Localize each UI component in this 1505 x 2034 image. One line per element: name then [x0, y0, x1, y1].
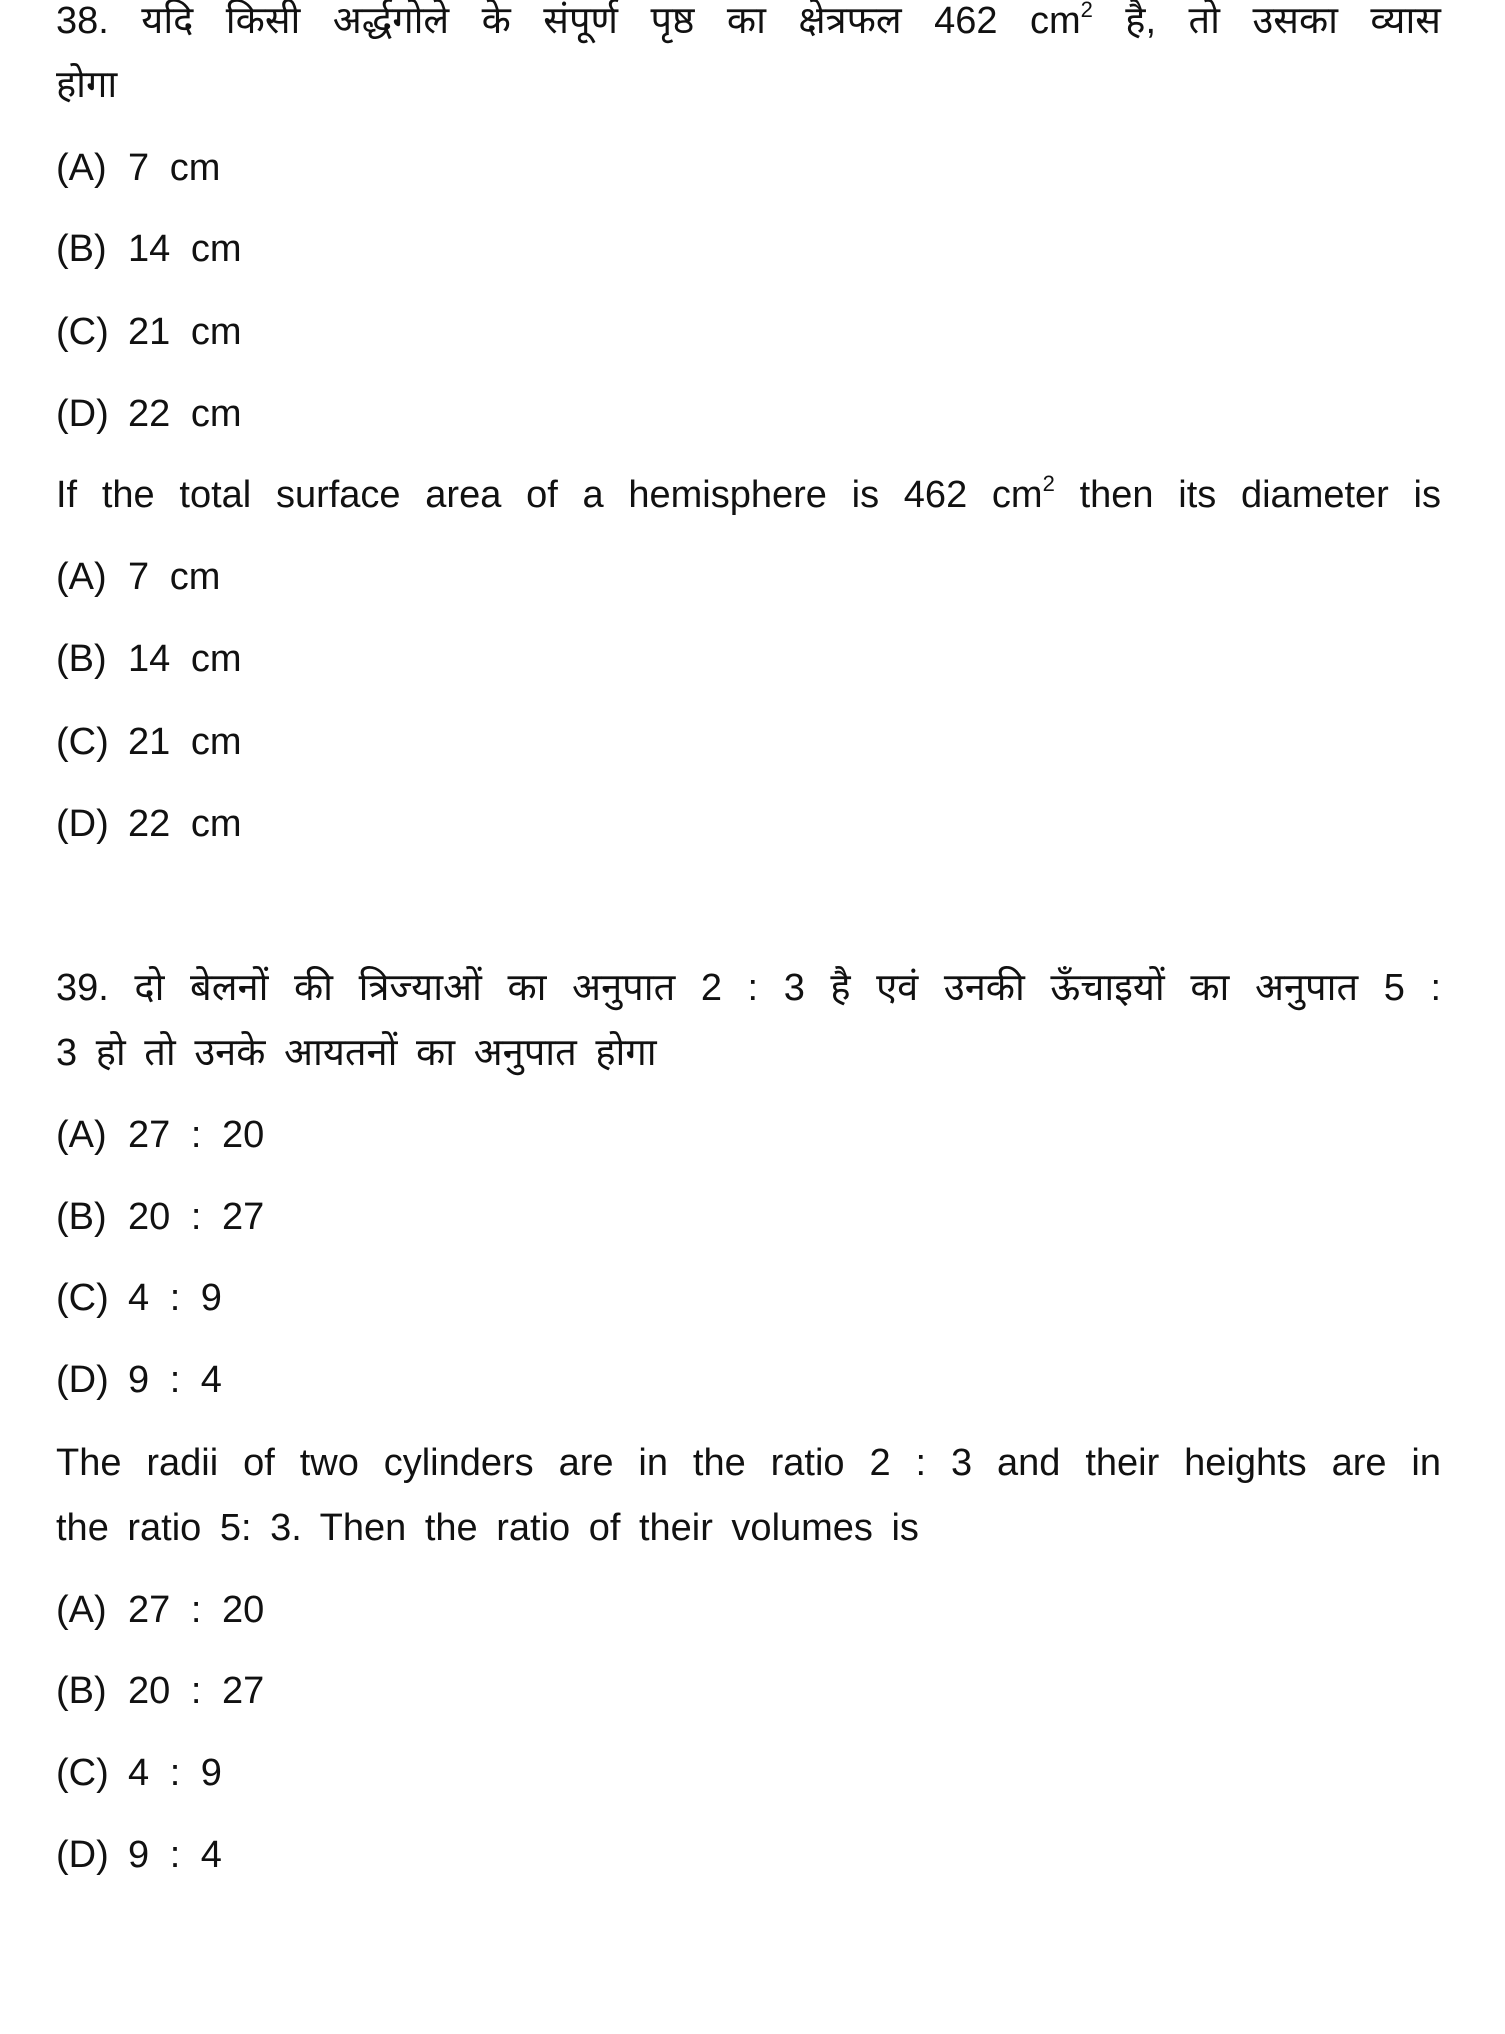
q38-english-option-d[interactable]: (D) 22 cm: [56, 803, 242, 845]
q39-english-option-d[interactable]: (D) 9 : 4: [56, 1834, 222, 1876]
q39-hindi-option-a[interactable]: (A) 27 : 20: [56, 1114, 265, 1156]
q39-english-option-c[interactable]: (C) 4 : 9: [56, 1752, 222, 1794]
q39-english-line-1: The radii of two cylinders are in the ratio 2 : 3 and their heights are in: [56, 1442, 1441, 1484]
q38-number: 38.: [56, 0, 109, 42]
q38-english-text: If the total surface area of a hemisphere is 462 $cm^2$ then its diameter is: [56, 471, 1441, 516]
q38-hindi-option-a[interactable]: (A) 7 cm: [56, 147, 221, 189]
q38-english-option-a[interactable]: (A) 7 cm: [56, 556, 221, 598]
q39-english-line-2: the ratio 5: 3. Then the ratio of their volumes is: [56, 1507, 919, 1549]
q38-english-option-c[interactable]: (C) 21 cm: [56, 721, 242, 763]
q38-hindi-line-2: होगा: [56, 64, 118, 106]
q39-hindi-option-c[interactable]: (C) 4 : 9: [56, 1277, 222, 1319]
q39-english-option-a[interactable]: (A) 27 : 20: [56, 1589, 265, 1631]
q39-hindi-line-2: 3 हो तो उनके आयतनों का अनुपात होगा: [56, 1032, 657, 1074]
q38-hindi-option-c[interactable]: (C) 21 cm: [56, 311, 242, 353]
q38-hindi-line-1: 38. यदि किसी अर्द्धगोले के संपूर्ण पृष्ठ का क्षेत्रफल 462 $cm^2$ है, तो उसका व्यास: [56, 0, 1441, 42]
q39-number: 39.: [56, 967, 109, 1009]
q39-english-option-b[interactable]: (B) 20 : 27: [56, 1670, 265, 1712]
q38-hindi-option-d[interactable]: (D) 22 cm: [56, 393, 242, 435]
q39-hindi-option-b[interactable]: (B) 20 : 27: [56, 1196, 265, 1238]
q38-hindi-option-b[interactable]: (B) 14 cm: [56, 228, 242, 270]
q39-hindi-option-d[interactable]: (D) 9 : 4: [56, 1359, 222, 1401]
q39-hindi-line-1: 39. दो बेलनों की त्रिज्याओं का अनुपात 2 : 3 है एवं उनकी ऊँचाइयों का अनुपात 5 :: [56, 967, 1441, 1009]
q38-english-option-b[interactable]: (B) 14 cm: [56, 638, 242, 680]
